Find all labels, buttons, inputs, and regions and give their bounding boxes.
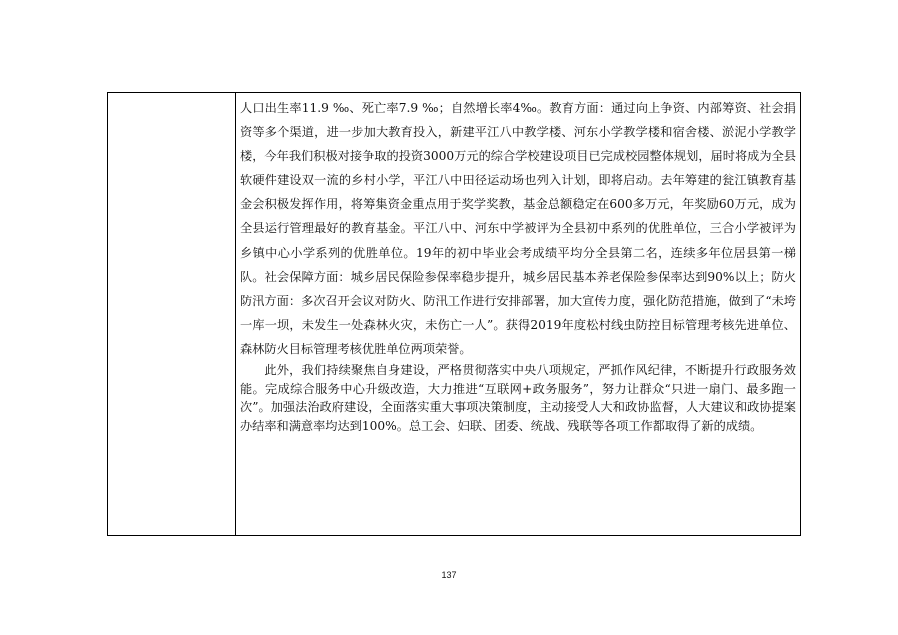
content-table <box>107 92 801 536</box>
page-number: 137 <box>441 570 457 580</box>
paragraph-2: 此外，我们持续聚焦自身建设，严格贯彻落实中央八项规定，严抓作风纪律，不断提升行政服务效能。完成综合服务中心升级改造，大力推进“互联网+政务服务”，努力让群众“只进一扇门、最多跑一次”。加强法治政府建设，全面落实重大事项决策制度，主动接受人大和政协监督，人大建议和政协提案办结率和满意率均达到100%。总工会、妇联、团委、统战、残联等各项工作都取得了新的成绩。 <box>240 363 796 433</box>
paragraph-1: 人口出生率11.9 ‰、死亡率7.9 ‰；自然增长率4‰。教育方面：通过向上争资、内部筹资、社会捐资等多个渠道，进一步加大教育投入，新建平江八中教学楼、河东小学教学楼和宿舍楼、淤泥小学教学楼，今年我们积极对接争取的投资3000万元的综合学校建设项目已完成校园整体规划，届时将成为全县软硬件建设双一流的乡村小学，平江八中田径运动场也列入计划，即将启动。去年筹建的瓮江镇教育基金会积极发挥作用，将筹集资金重点用于奖学奖教，基金总额稳定在600多万元，年奖励60万元，成为全县运行管理最好的教育基金。平江八中、河东中学被评为全县初中系列的优胜单位，三合小学被评为乡镇中心小学系列的优胜单位。19年的初中毕业会考成绩平均分全县第二名，连续多年位居县第一梯队。社会保障方面：城乡居民保险参保率稳步提升，城乡居民基本养老保险参保率达到90%以上；防火防汛方面：多次召开会议对防火、防汛工作进行安排部署，加大宣传力度，强化防范措施，做到了“未垮一库一坝，未发生一处森林火灾，未伤亡一人”。获得2019年度松村线虫防控目标管理考核先进单位、森林防火目标管理考核优胜单位两项荣誉。 <box>240 101 796 356</box>
column-divider <box>235 93 236 535</box>
right-text-cell <box>240 96 796 435</box>
left-empty-cell <box>108 93 235 535</box>
